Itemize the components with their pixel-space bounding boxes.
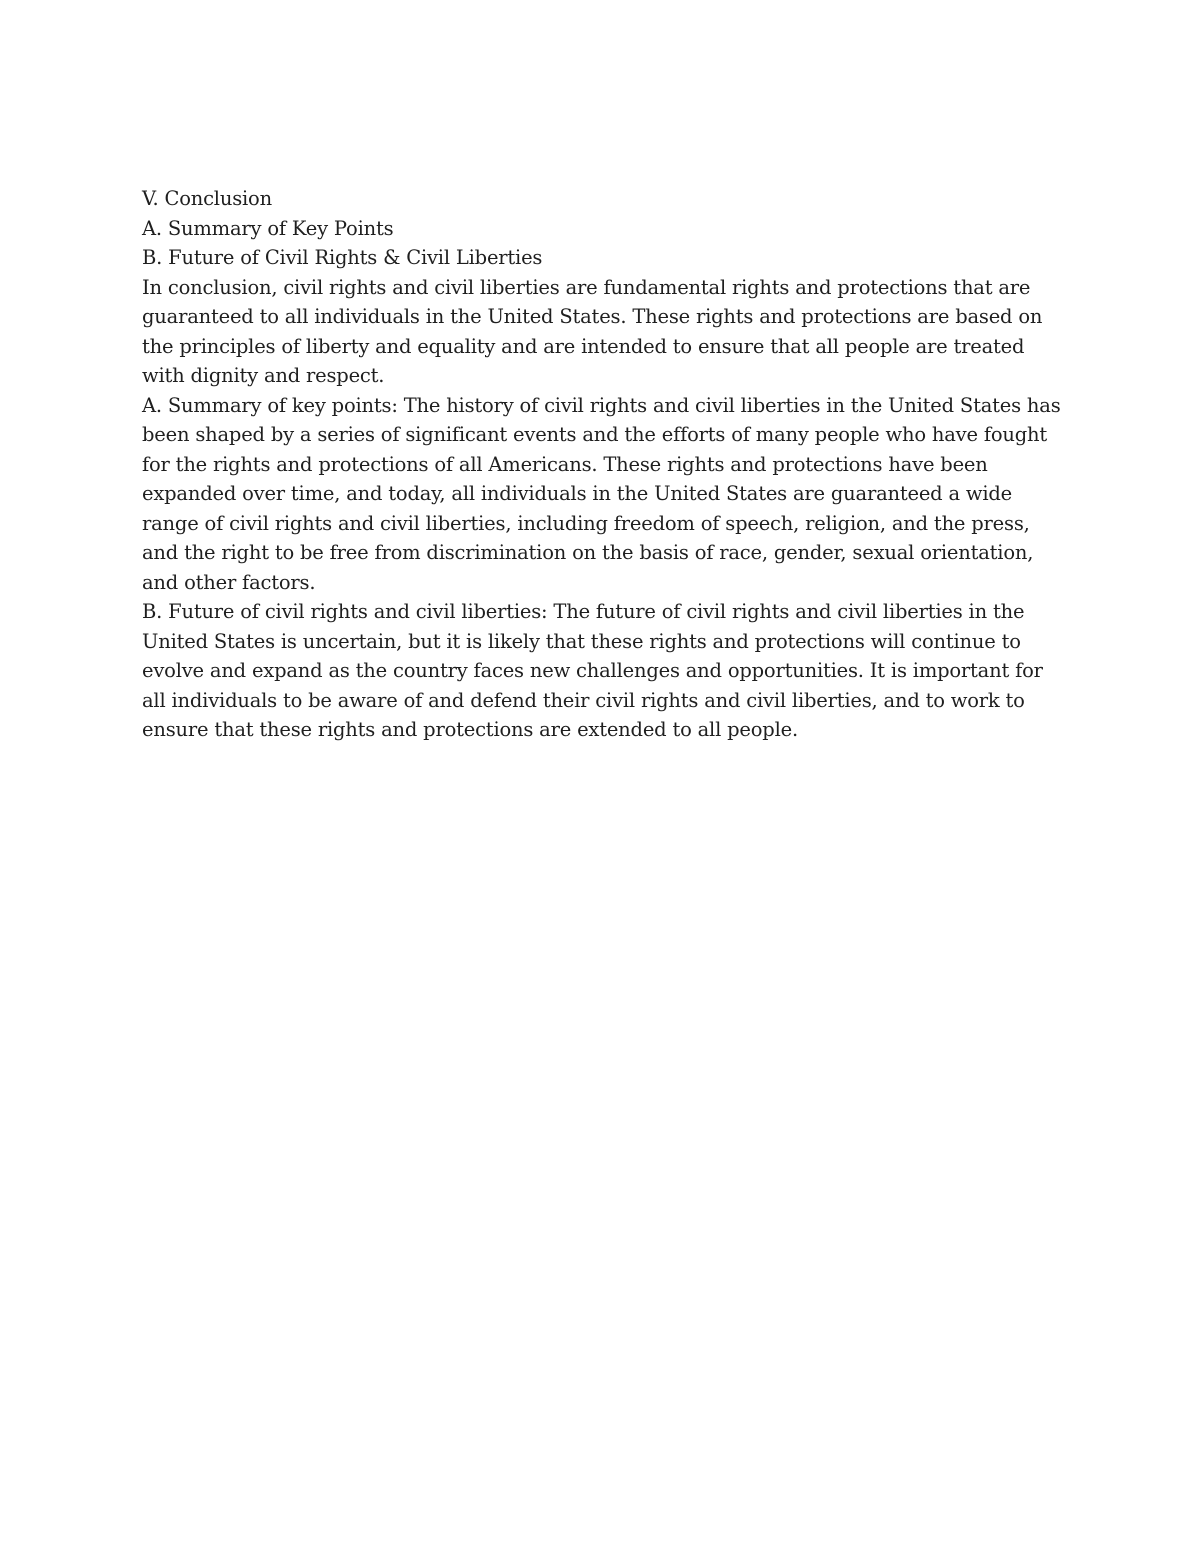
- intro-paragraph: In conclusion, civil rights and civil liberties are fundamental rights and protections that are guaranteed to all individuals in the United States. These rights and protections are based on the principles of liberty and equality and are intended to ensure that all people are treated with dignity and respect.: [142, 275, 1043, 387]
- future-paragraph: B. Future of civil rights and civil liberties: The future of civil rights and civil liberties in the United States is uncertain, but it is likely that these rights and protections will continue to evolve and expand as the country faces new challenges and opportunities. It is important for all individuals to be aware of and defend their civil rights and civil liberties, and to work to ensure that these rights and protections are extended to all people.: [142, 600, 1043, 741]
- section-heading: V. Conclusion: [142, 187, 272, 210]
- outline-item-summary: A. Summary of Key Points: [142, 216, 394, 240]
- document-body: [142, 184, 1062, 745]
- summary-paragraph: A. Summary of key points: The history of civil rights and civil liberties in the United States has been shaped by a series of significant events and the efforts of many people who have fought for the rights and protections of all Americans. These rights and protections have been expanded over time, and today, all individuals in the United States are guaranteed a wide range of civil rights and civil liberties, including freedom of speech, religion, and the press, and the right to be free from discrimination on the basis of race, gender, sexual orientation, and other factors.: [142, 393, 1061, 594]
- outline-item-future: B. Future of Civil Rights & Civil Liberties: [142, 246, 543, 269]
